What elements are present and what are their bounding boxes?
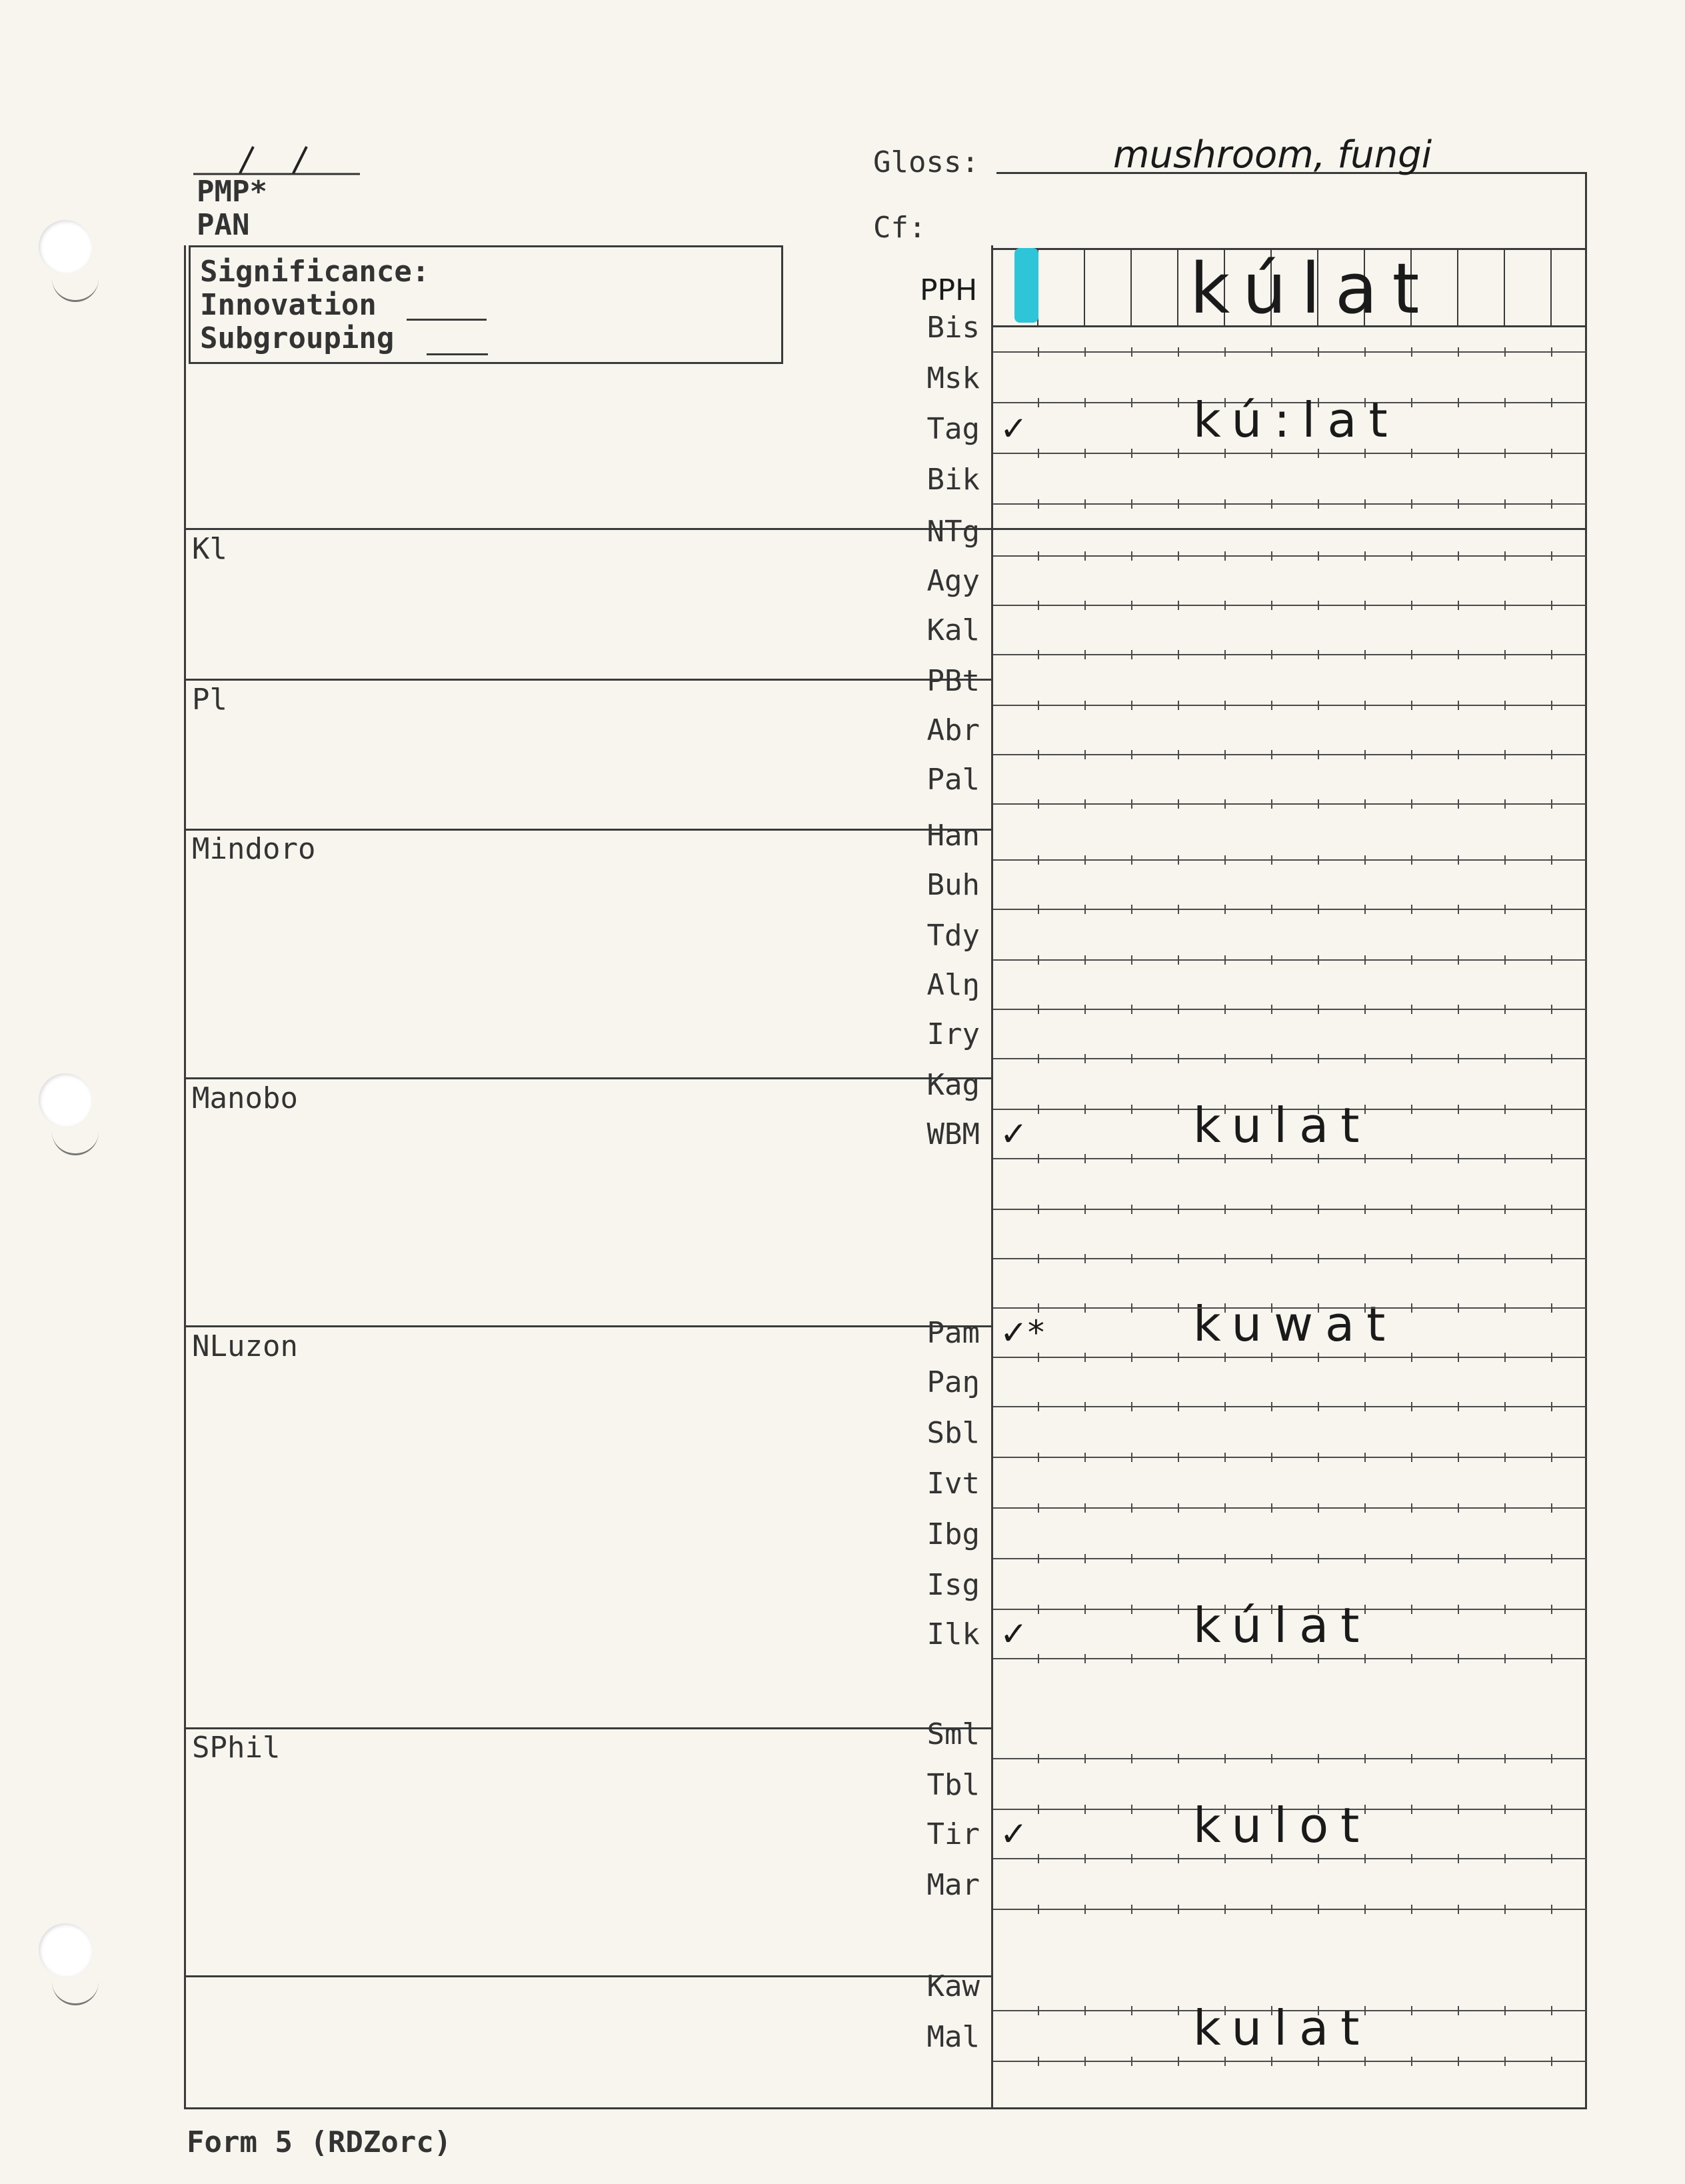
row-rule-svg — [993, 1852, 1586, 1865]
pph-label: PPH — [920, 273, 978, 307]
gloss-value: mushroom, fungi — [1113, 133, 1432, 177]
row-rule-svg — [993, 1752, 1586, 1765]
language-row-rule — [993, 1351, 1586, 1364]
language-code: Paŋ — [926, 1365, 980, 1399]
group-label-manobo: Manobo — [192, 1081, 298, 1115]
innovation-label: Innovation — [200, 288, 377, 322]
subgrouping-blank — [427, 353, 488, 355]
check-mark: ✓ — [1000, 1815, 1028, 1853]
language-code: Mal — [926, 2020, 980, 2054]
check-mark: ✓ — [1000, 1615, 1028, 1653]
group-label-nluzon: NLuzon — [192, 1329, 298, 1363]
language-code: Isg — [926, 1568, 980, 1602]
language-row-rule — [993, 1652, 1586, 1665]
language-code: Tir — [926, 1817, 980, 1851]
group-label-pl: Pl — [192, 683, 227, 717]
row-rule-svg — [993, 2055, 1586, 2068]
language-row-rule — [993, 748, 1586, 761]
pmp-label: PMP* — [197, 175, 267, 209]
language-code: Sbl — [926, 1416, 980, 1450]
form-right-border — [1585, 172, 1587, 2109]
row-rule-svg — [993, 1451, 1586, 1464]
language-code: Ivt — [926, 1467, 980, 1501]
check-mark: ✓* — [1000, 1313, 1044, 1352]
row-rule-svg — [993, 1052, 1586, 1065]
blank-row-rule — [993, 1203, 1586, 1216]
language-row-rule — [993, 1003, 1586, 1016]
punch-hole-bottom — [39, 1923, 92, 1977]
group-label-mindoro: Mindoro — [192, 832, 316, 866]
row-rule-svg — [993, 1152, 1586, 1165]
innovation-blank — [407, 319, 487, 321]
gloss-label: Gloss: — [873, 145, 979, 179]
language-code: Buh — [926, 868, 980, 902]
language-row-rule — [993, 1152, 1586, 1165]
language-row-rule — [993, 345, 1586, 359]
row-rule-svg — [993, 345, 1586, 359]
row-rule-svg — [993, 1003, 1586, 1016]
row-rule-svg — [993, 549, 1586, 563]
cognate-form: kuwat — [1193, 1296, 1398, 1352]
language-code: Ibg — [926, 1517, 980, 1551]
language-row-rule — [993, 1501, 1586, 1515]
form-left-border — [184, 245, 186, 2109]
punch-hole-top — [39, 220, 92, 273]
language-row-rule — [993, 797, 1586, 811]
language-row-rule — [993, 2055, 1586, 2068]
row-rule-svg — [993, 1501, 1586, 1515]
language-row-rule — [993, 497, 1586, 511]
row-rule-svg — [993, 797, 1586, 811]
language-row-rule — [993, 599, 1586, 612]
language-code: Han — [926, 819, 980, 853]
language-code: Agy — [926, 564, 980, 598]
language-code: Kag — [926, 1068, 980, 1102]
row-rule-svg — [993, 1903, 1586, 1916]
language-code: Iry — [926, 1017, 980, 1051]
language-row-rule — [993, 1903, 1586, 1916]
language-row-rule — [993, 648, 1586, 661]
row-rule-svg — [993, 497, 1586, 511]
language-code: Tdy — [926, 919, 980, 953]
check-mark: ✓ — [1000, 409, 1028, 448]
punch-hole-top-arc — [52, 273, 99, 302]
row-rule-svg — [993, 903, 1586, 916]
punch-hole-middle — [39, 1073, 92, 1127]
row-rule-svg — [993, 1400, 1586, 1413]
language-row-rule — [993, 1552, 1586, 1565]
cognate-form: kúlat — [1193, 1597, 1372, 1653]
row-rule-svg — [993, 447, 1586, 460]
language-row-rule — [993, 549, 1586, 563]
language-code: Kal — [926, 613, 980, 647]
language-row-rule — [993, 1752, 1586, 1765]
language-code: Alŋ — [926, 968, 980, 1002]
language-row-rule — [993, 699, 1586, 712]
language-code: Pam — [926, 1316, 980, 1350]
pan-label: PAN — [197, 208, 250, 242]
cf-label: Cf: — [873, 211, 926, 245]
language-row-rule — [993, 1400, 1586, 1413]
pph-highlight-mark — [1014, 248, 1038, 323]
language-code: Tbl — [926, 1768, 980, 1802]
language-row-rule — [993, 853, 1586, 867]
row-rule-svg — [993, 648, 1586, 661]
slash-marks-svg — [193, 143, 360, 177]
punch-hole-bottom-arc — [52, 1977, 99, 2005]
cognate-form: kulot — [1193, 1797, 1372, 1853]
language-row-rule — [993, 1852, 1586, 1865]
language-code: Mar — [926, 1868, 980, 1902]
language-row-rule — [993, 1451, 1586, 1464]
row-rule-svg — [993, 1203, 1586, 1216]
row-rule-svg — [993, 853, 1586, 867]
cognate-form: kú:lat — [1193, 392, 1400, 448]
cognate-form: kulat — [1193, 2000, 1372, 2056]
row-rule-svg — [993, 599, 1586, 612]
form-middle-divider — [991, 245, 993, 2109]
language-code: PBt — [926, 664, 980, 698]
row-rule-svg — [993, 699, 1586, 712]
form-footer-label: Form 5 (RDZorc) — [187, 2125, 452, 2159]
row-rule-svg — [993, 1652, 1586, 1665]
check-mark: ✓ — [1000, 1115, 1028, 1153]
subgrouping-label: Subgrouping — [200, 321, 395, 355]
blank-row-rule — [993, 1252, 1586, 1265]
language-code: Msk — [926, 361, 980, 395]
language-row-rule — [993, 1052, 1586, 1065]
row-rule-svg — [993, 1252, 1586, 1265]
group-label-sphil: SPhil — [192, 1731, 281, 1765]
row-rule-svg — [993, 1351, 1586, 1364]
language-code: Bis — [926, 311, 980, 345]
row-rule-svg — [993, 953, 1586, 967]
form-bottom-border — [184, 2107, 1587, 2109]
language-row-rule — [993, 903, 1586, 916]
language-code: Abr — [926, 713, 980, 747]
language-code: WBM — [926, 1117, 980, 1151]
language-code: Pal — [926, 763, 980, 797]
pph-form: kúlat — [1190, 248, 1434, 329]
group-label-kl: Kl — [192, 532, 227, 566]
language-code: Sml — [926, 1717, 980, 1751]
language-code: NTg — [926, 515, 980, 549]
row-rule-svg — [993, 748, 1586, 761]
row-rule-svg — [993, 1301, 1586, 1315]
language-row-rule — [993, 447, 1586, 460]
punch-hole-middle-arc — [52, 1127, 99, 1155]
language-code: Ilk — [926, 1617, 980, 1651]
language-code: Kaw — [926, 1969, 980, 2003]
blank-row-rule — [993, 1301, 1586, 1315]
language-code: Bik — [926, 463, 980, 497]
pmp-slash-marks — [193, 143, 360, 177]
language-code: Tag — [926, 412, 980, 446]
cognate-form: kulat — [1193, 1097, 1372, 1153]
row-rule-svg — [993, 1552, 1586, 1565]
language-row-rule — [993, 953, 1586, 967]
significance-title: Significance: — [200, 255, 430, 289]
